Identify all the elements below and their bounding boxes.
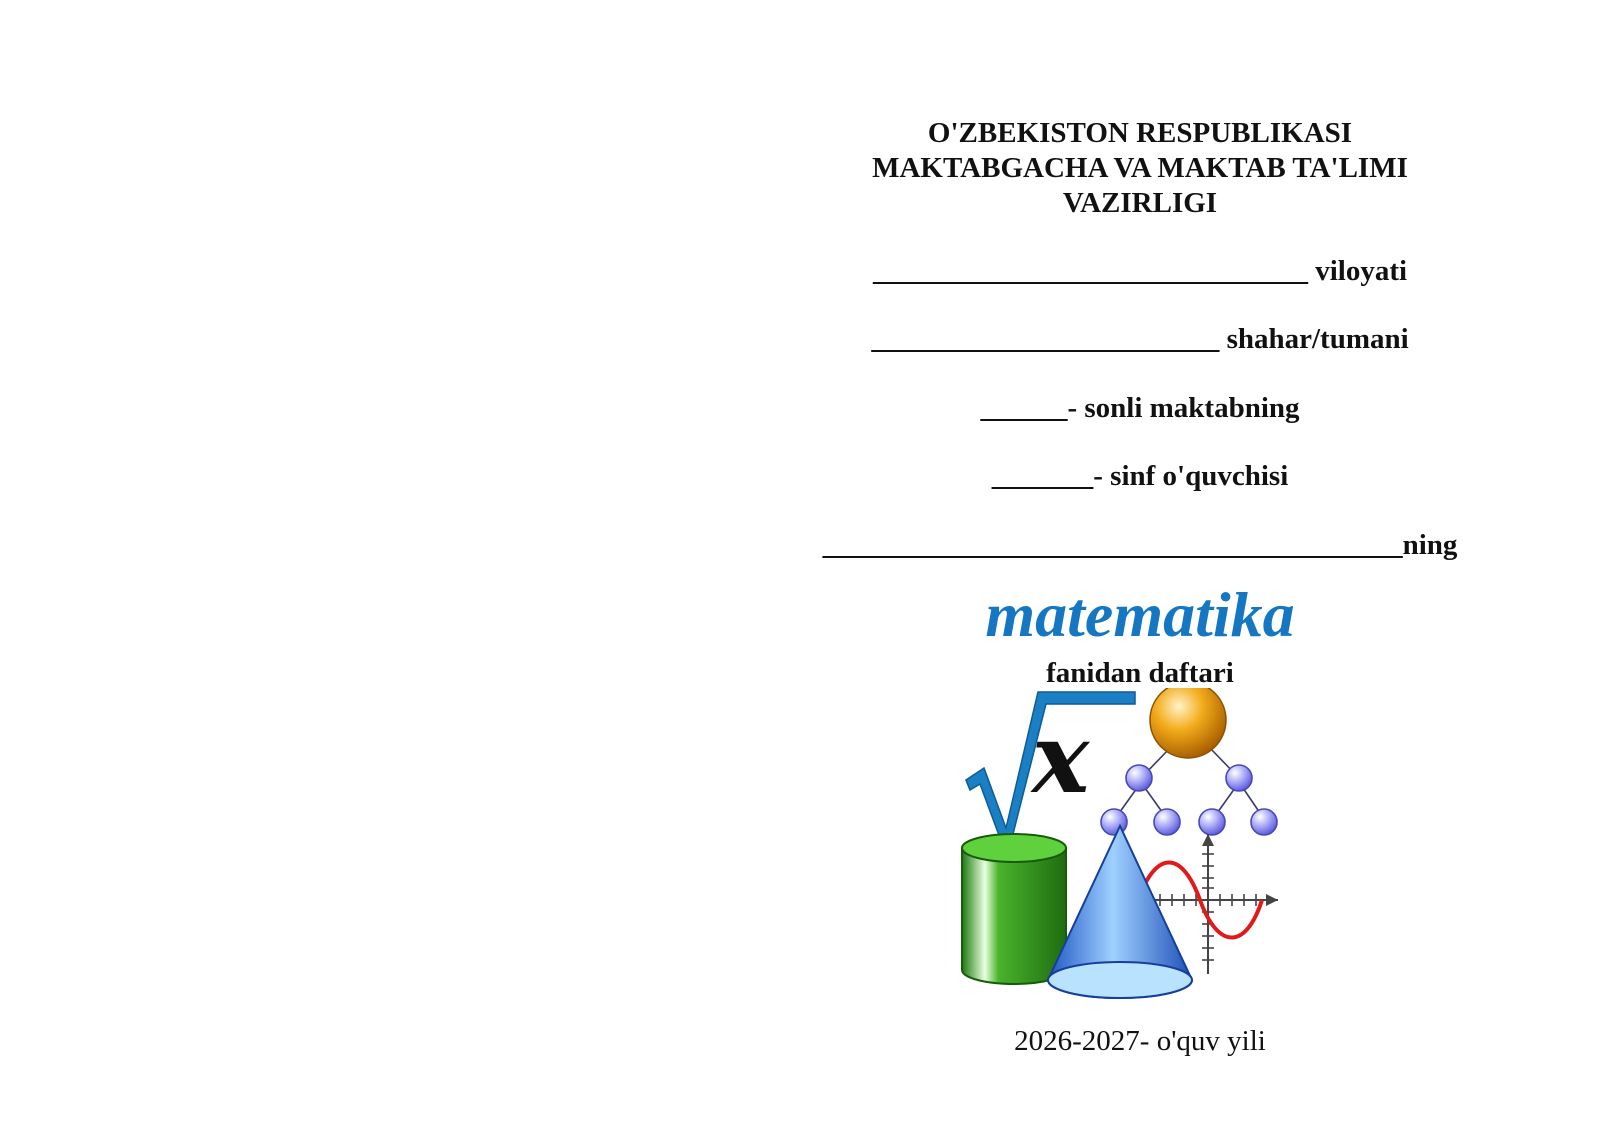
tree-graph-icon (1101, 688, 1277, 835)
ministry-heading-line1: O'ZBEKISTON RESPUBLIKASI (927, 117, 1353, 149)
cone-icon (1048, 826, 1192, 998)
student-name-field: ________________________________________ning (822, 529, 1458, 561)
city-field: ________________________ shahar/tumani (871, 323, 1409, 355)
school-field: ______- sonli maktabning (980, 392, 1300, 424)
ministry-heading (820, 116, 1460, 221)
svg-text:x: x (1032, 702, 1090, 815)
cylinder-icon (962, 834, 1066, 984)
region-field: ______________________________ viloyati (872, 255, 1408, 287)
math-illustration (960, 688, 1300, 1020)
ministry-heading-line3: VAZIRLIGI (1062, 187, 1218, 219)
grade-field: _______- sinf o'quvchisi (991, 460, 1289, 492)
subject-subtitle: fanidan daftari (1046, 657, 1234, 689)
notebook-cover (820, 0, 1460, 1131)
subject-title: matematika (985, 579, 1295, 650)
academic-year: 2026-2027- o'quv yili (1014, 1025, 1266, 1057)
ministry-heading-line2: MAKTABGACHA VA MAKTAB TA'LIMI (872, 152, 1408, 184)
